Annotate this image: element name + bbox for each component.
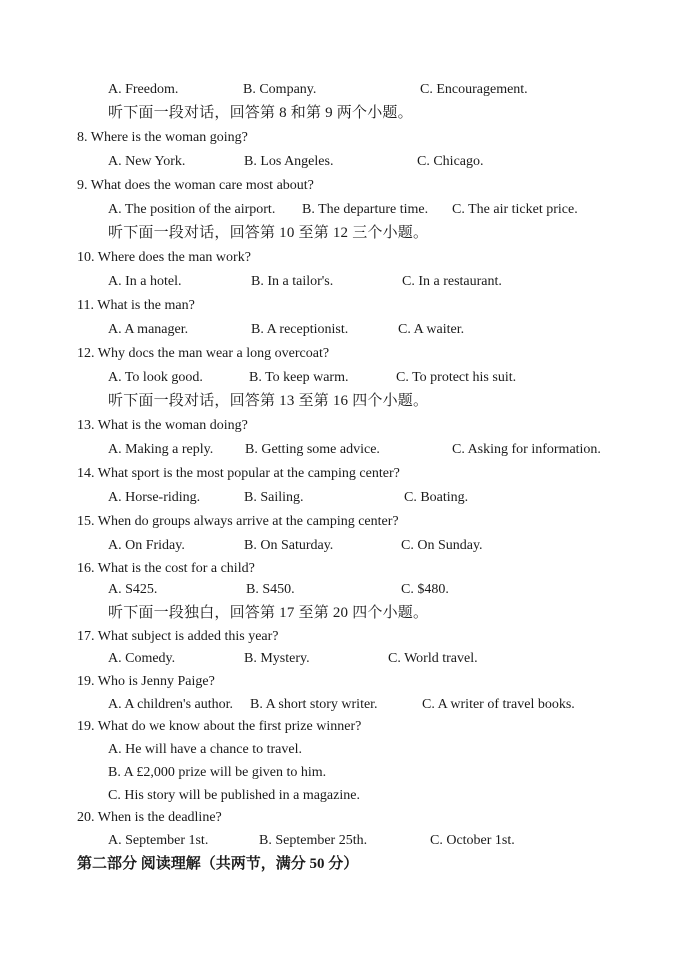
question-text: 15. When do groups always arrive at the camping center? bbox=[77, 514, 399, 529]
question-text: 19. Who is Jenny Paige? bbox=[77, 674, 215, 689]
answer-option: C. Asking for information. bbox=[452, 442, 601, 457]
answer-option: B. To keep warm. bbox=[249, 370, 349, 385]
answer-option: C. A writer of travel books. bbox=[422, 697, 575, 712]
section-instruction: 听下面一段对话，回答第 13 至第 16 四个小题。 bbox=[108, 393, 429, 409]
question-text: 10. Where does the man work? bbox=[77, 250, 251, 265]
question-text: 20. When is the deadline? bbox=[77, 810, 222, 825]
answer-option: A. Freedom. bbox=[108, 82, 179, 97]
answer-option: B. In a tailor's. bbox=[251, 274, 334, 289]
answer-option: A. The position of the airport. bbox=[108, 202, 276, 217]
answer-option: A. In a hotel. bbox=[108, 274, 182, 289]
answer-option: B. Getting some advice. bbox=[245, 442, 380, 457]
answer-option: C. October 1st. bbox=[430, 833, 515, 848]
answer-option: B. A short story writer. bbox=[250, 697, 378, 712]
question-text: 16. What is the cost for a child? bbox=[77, 561, 255, 576]
answer-option: C. In a restaurant. bbox=[402, 274, 502, 289]
answer-option: C. $480. bbox=[401, 582, 449, 597]
question-text: 9. What does the woman care most about? bbox=[77, 178, 314, 193]
answer-option: B. A receptionist. bbox=[251, 322, 349, 337]
answer-option: B. S450. bbox=[246, 582, 295, 597]
question-text: 19. What do we know about the first prize winner? bbox=[77, 719, 362, 734]
answer-option: C. World travel. bbox=[388, 651, 478, 666]
answer-option: B. September 25th. bbox=[259, 833, 368, 848]
answer-option: B. A £2,000 prize will be given to him. bbox=[108, 765, 327, 780]
answer-option: A. September 1st. bbox=[108, 833, 209, 848]
answer-option: B. Los Angeles. bbox=[244, 154, 334, 169]
question-text: 11. What is the man? bbox=[77, 298, 195, 313]
answer-option: B. Sailing. bbox=[244, 490, 304, 505]
answer-option: C. A waiter. bbox=[398, 322, 465, 337]
answer-option: C. Chicago. bbox=[417, 154, 484, 169]
answer-option: C. To protect his suit. bbox=[396, 370, 517, 385]
answer-option: C. Encouragement. bbox=[420, 82, 528, 97]
answer-option: A. He will have a chance to travel. bbox=[108, 742, 302, 757]
answer-option: B. On Saturday. bbox=[244, 538, 334, 553]
answer-option: C. His story will be published in a magazine. bbox=[108, 788, 360, 803]
answer-option: A. A manager. bbox=[108, 322, 189, 337]
answer-option: B. The departure time. bbox=[302, 202, 429, 217]
question-text: 13. What is the woman doing? bbox=[77, 418, 248, 433]
question-text: 8. Where is the woman going? bbox=[77, 130, 248, 145]
section-instruction: 听下面一段对话，回答第 10 至第 12 三个小题。 bbox=[108, 225, 429, 241]
question-text: 14. What sport is the most popular at the camping center? bbox=[77, 466, 400, 481]
section-instruction: 听下面一段独白，回答第 17 至第 20 四个小题。 bbox=[108, 605, 429, 621]
answer-option: B. Company. bbox=[243, 82, 317, 97]
answer-option: C. On Sunday. bbox=[401, 538, 483, 553]
question-text: 12. Why docs the man wear a long overcoat? bbox=[77, 346, 330, 361]
answer-option: A. Comedy. bbox=[108, 651, 176, 666]
part-heading: 第二部分 阅读理解（共两节，满分 50 分） bbox=[77, 856, 359, 872]
answer-option: C. Boating. bbox=[404, 490, 469, 505]
answer-option: A. New York. bbox=[108, 154, 186, 169]
answer-option: A. Horse-riding. bbox=[108, 490, 201, 505]
answer-option: A. A children's author. bbox=[108, 697, 234, 712]
answer-option: C. The air ticket price. bbox=[452, 202, 578, 217]
answer-option: A. To look good. bbox=[108, 370, 203, 385]
section-instruction: 听下面一段对话，回答第 8 和第 9 两个小题。 bbox=[108, 105, 413, 121]
answer-option: A. Making a reply. bbox=[108, 442, 214, 457]
answer-option: B. Mystery. bbox=[244, 651, 310, 666]
answer-option: A. On Friday. bbox=[108, 538, 185, 553]
answer-option: A. S425. bbox=[108, 582, 158, 597]
question-text: 17. What subject is added this year? bbox=[77, 629, 279, 644]
